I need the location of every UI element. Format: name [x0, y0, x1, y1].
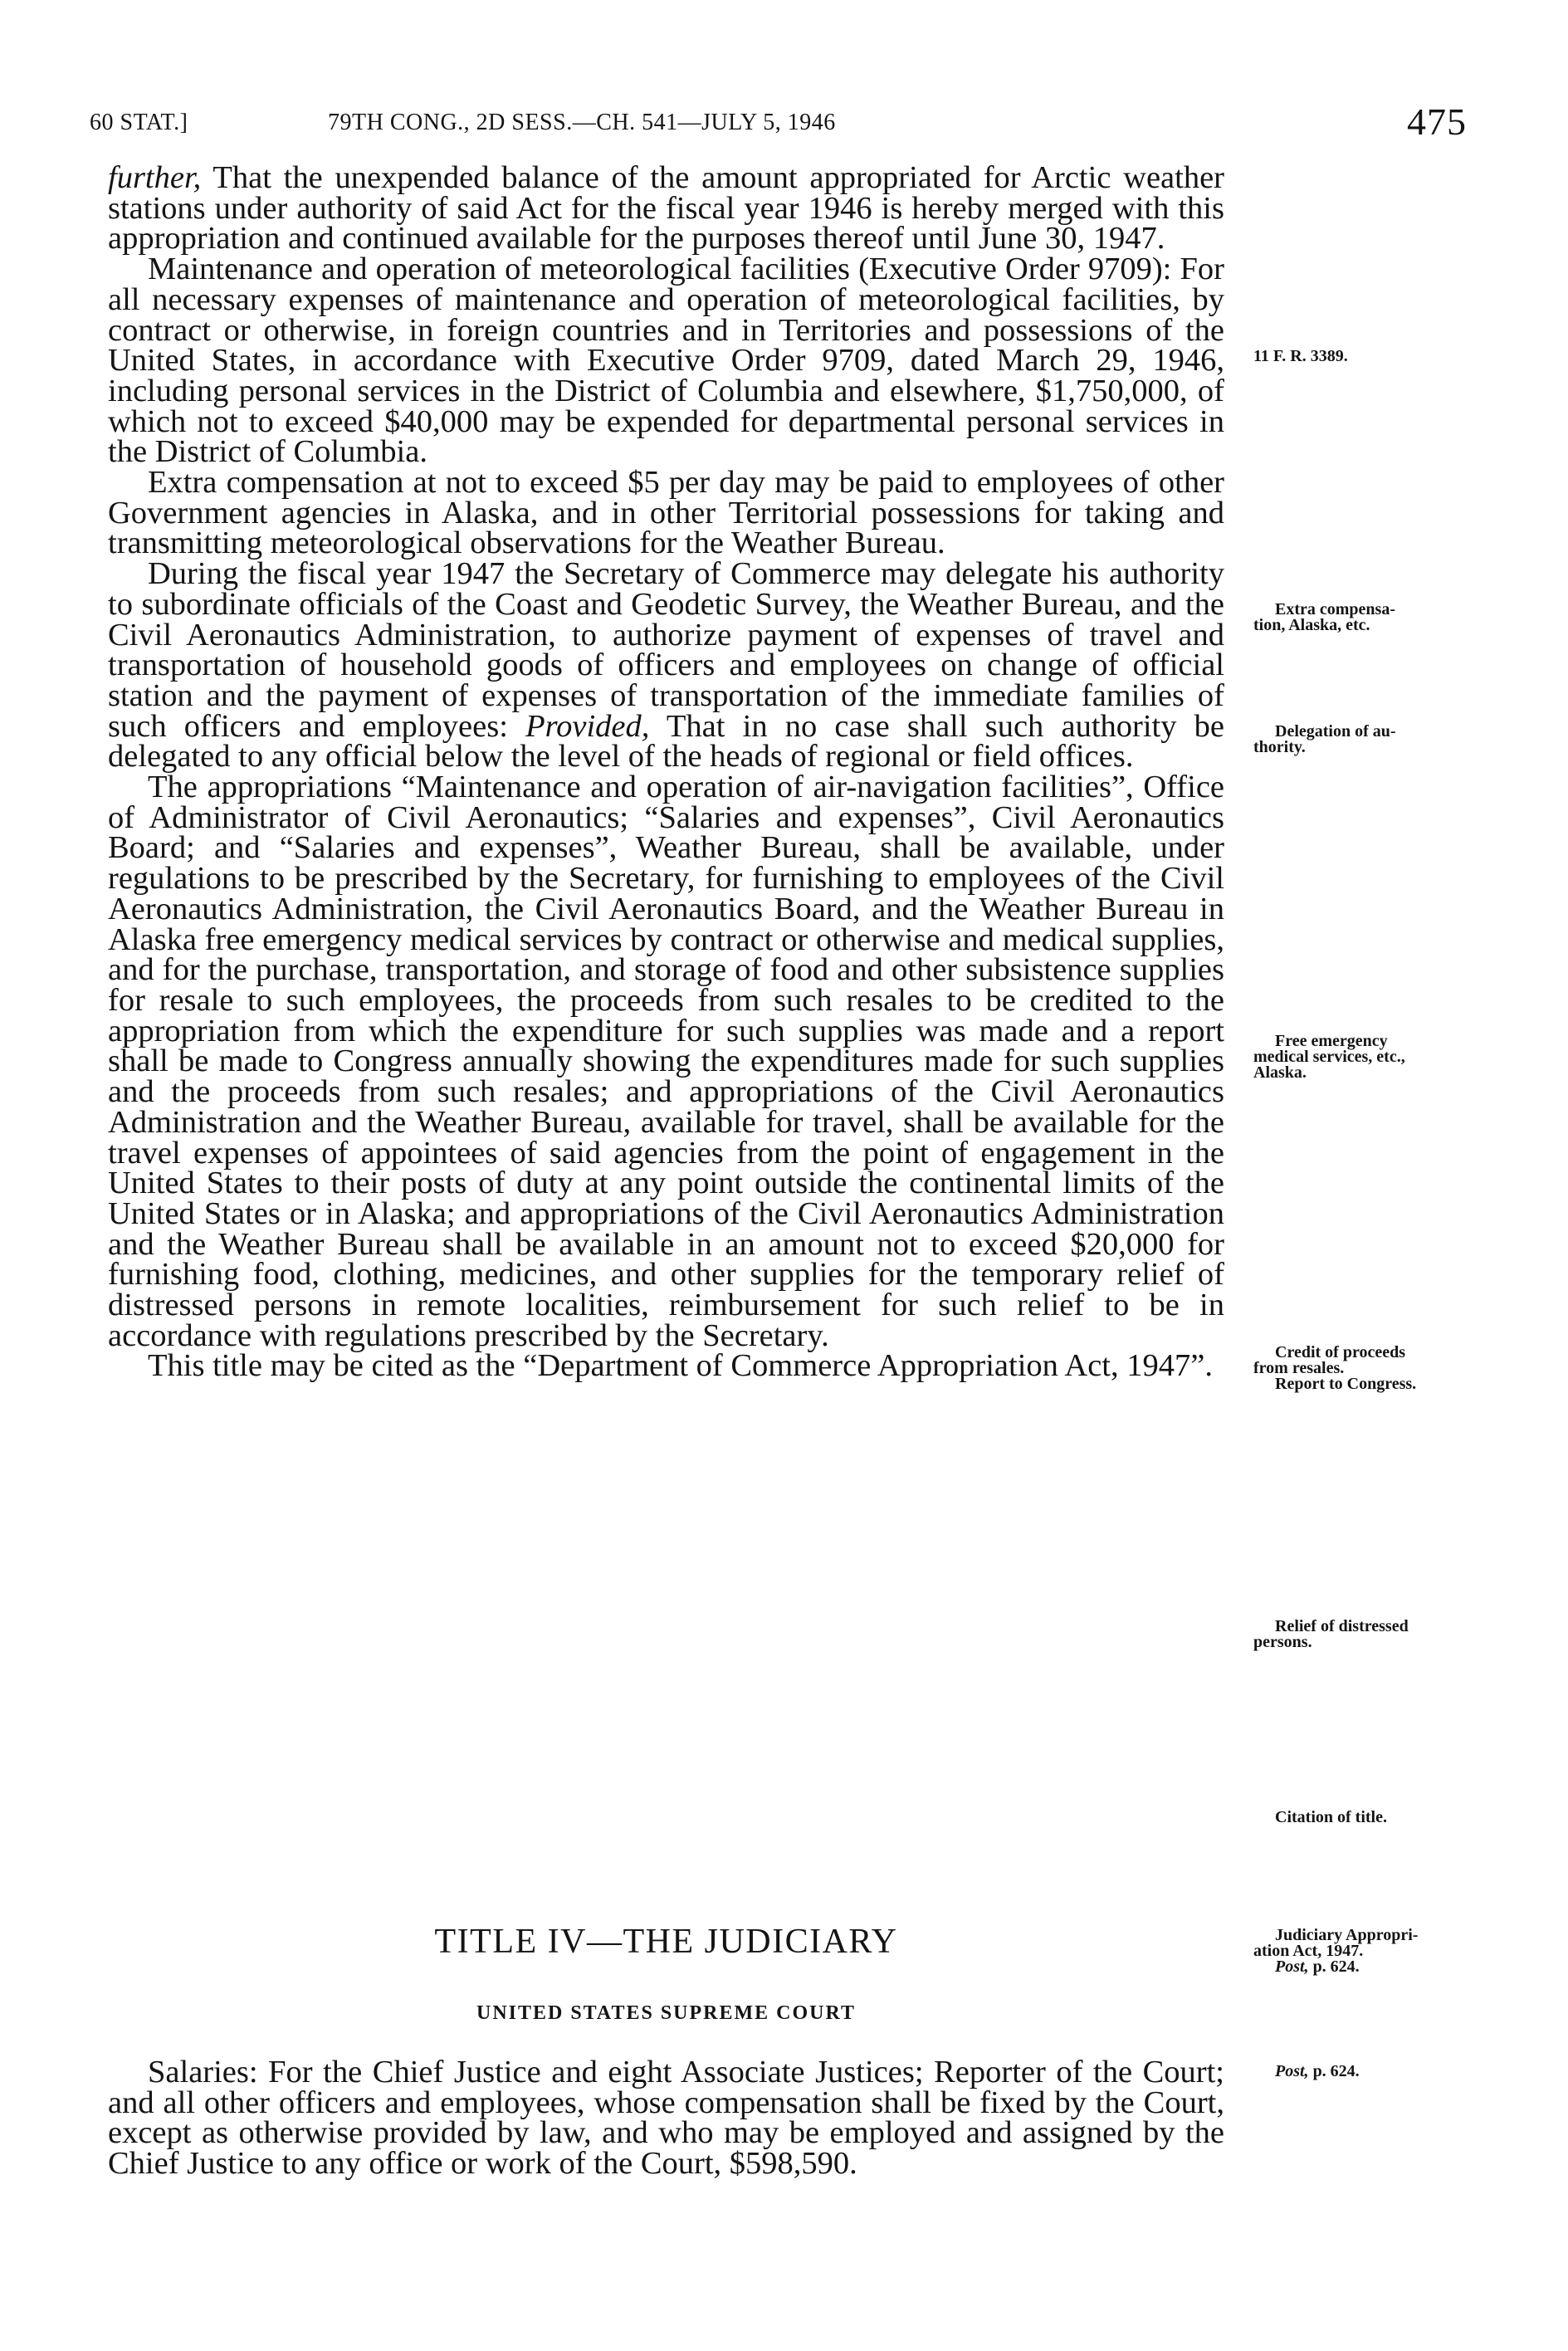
title-heading: TITLE IV—THE JUDICIARY: [434, 1923, 898, 1961]
margin-note-post-page: p. 624.: [1308, 1958, 1360, 1976]
margin-note-post-page: p. 624.: [1308, 2062, 1360, 2080]
paragraph-supreme-court-salaries: Salaries: For the Chief Justice and eight Associate Justices; Reporter of the Court; and all other officers and employees, whose compensation shall be fixed by the Court, except as otherwise provided by law, and who may be employed and assigned by the Chief Justice to any office or work of the Court, $598,590.: [108, 2055, 1224, 2182]
margin-note-line: Alaska.: [1253, 1063, 1307, 1082]
margin-note-relief: [1253, 1619, 1536, 1650]
margin-note-line: ation Act, 1947.: [1253, 1942, 1364, 1960]
margin-note-federal-register: 11 F. R. 3389.: [1253, 347, 1348, 365]
margin-note-line: Credit of proceeds: [1275, 1343, 1406, 1361]
section-subheading: UNITED STATES SUPREME COURT: [476, 2002, 856, 2024]
judiciary-text-column: [108, 2055, 1224, 2182]
margin-note-line: Delegation of au-: [1275, 722, 1396, 740]
margin-note-post-emphasis: Post,: [1275, 1958, 1309, 1976]
margin-note-free-emergency: [1253, 1034, 1536, 1081]
emphasis-provided: Provided,: [525, 708, 650, 744]
margin-note-extra-compensation: [1253, 602, 1536, 633]
page-number: 475: [1407, 100, 1467, 143]
margin-note-line: [1253, 1959, 1536, 1975]
margin-note-line: Judiciary Appropri-: [1275, 1926, 1419, 1944]
paragraph-text: During the fiscal year 1947 the Secretary of Commerce may delegate his authority to subordinate officials of the Coast and Geodetic Survey, the Weather Bureau, and the Civil Aeronautics Administration, to authorize payment of expenses of travel and transportation of household goods of officers and employees on change of official station and the payment of expenses of transportation of the immediate families of such officers and employees:: [108, 556, 1224, 744]
margin-note-line: persons.: [1253, 1633, 1312, 1651]
paragraph-citation-of-title: This title may be cited as the “Department of Commerce Appropriation Act, 1947”.: [148, 1348, 1213, 1384]
margin-note-line: from resales.: [1253, 1359, 1345, 1377]
paragraph-extra-compensation: Extra compensation at not to exceed $5 per day may be paid to employees of other Government agencies in Alaska, and in other Territorial possessions for taking and transmitting meteorological observations for the Weather Bureau.: [108, 465, 1224, 561]
paragraph-delegation: [108, 556, 1224, 775]
paragraph-free-emergency-services: The appropriations “Maintenance and operation of air-navigation facilities”, Office of Administrator of Civil Aeronautics; “Salaries and expenses”, Civil Aeronautics Board; and “Salaries and expenses”, Weather Bureau, shall be available, under regulations to be prescribed by the Secretary, for furnishing to employees of the Civil Aeronautics Administration, the Civil Aeronautics Board, and the Weather Bureau in Alaska free emergency medical services by contract or otherwise and medical supplies, and for the purchase, transportation, and storage of food and other subsistence supplies for resale to such employees, the proceeds from such resales to be credited to the appropriation from which the expenditure for such supplies was made and a report shall be made to Congress annually showing the expenditures made for such supplies and the proceeds from such resales; and appropriations of the Civil Aeronautics Administration and the Weather Bureau, available for travel, shall be available for the travel expenses of appointees of said agencies from the point of engagement in the United States to their posts of duty at any point outside the continental limits of the United States or in Alaska; and appropriations of the Civil Aeronautics Administration and the Weather Bureau shall be available in an amount not to exceed $20,000 for furnishing food, clothing, medicines, and other supplies for the temporary relief of distressed persons in remote localities, reimbursement for such relief to be in accordance with regulations prescribed by the Secretary.: [108, 770, 1224, 1353]
margin-note-line: medical services, etc.,: [1253, 1048, 1405, 1066]
margin-note-line: Report to Congress.: [1275, 1375, 1417, 1393]
margin-note-line: Citation of title.: [1275, 1808, 1387, 1826]
margin-note-line: [1253, 2064, 1536, 2080]
paragraph-arctic-balance: [108, 160, 1224, 257]
margin-note-citation: [1253, 1810, 1536, 1826]
margin-note-line: Free emergency: [1275, 1032, 1388, 1050]
paragraph-text: That the unexpended balance of the amount appropriated for Arctic weather stations under authority of said Act for the fiscal year 1946 is hereby merged with this appropriation and continued available for the purposes thereof until June 30, 1947.: [108, 160, 1224, 257]
paragraph-meteorological-facilities: Maintenance and operation of meteorological facilities (Executive Order 9709): For all necessary expenses of maintenance and operation of meteorological facilities, by contract or otherwise, in foreign countries and in Territories and possessions of the United States, in accordance with Executive Order 9709, dated March 29, 1946, including personal services in the District of Columbia and elsewhere, $1,750,000, of which not to exceed $40,000 may be expended for departmental personal services in the District of Columbia.: [108, 252, 1224, 470]
volume-reference: 60 STAT.]: [90, 110, 188, 135]
margin-note-post-emphasis: Post,: [1275, 2062, 1309, 2080]
session-chapter-date: 79TH CONG., 2D SESS.—CH. 541—JULY 5, 1946: [328, 110, 836, 135]
margin-note-post-reference: [1253, 2064, 1536, 2080]
margin-note-judiciary-act: [1253, 1928, 1536, 1975]
margin-note-line: tion, Alaska, etc.: [1253, 616, 1370, 634]
margin-note-delegation: [1253, 724, 1536, 755]
margin-note-credit-of-proceeds: [1253, 1345, 1536, 1392]
emphasis-further: further,: [108, 160, 202, 195]
paragraph-text: That in no case shall such authority be delegated to any official below the level of the heads of regional or field offices.: [108, 708, 1224, 775]
main-text-column: [108, 160, 1224, 1384]
margin-note-line: Extra compensa-: [1275, 600, 1395, 618]
margin-note-line: thority.: [1253, 738, 1306, 756]
margin-note-line: Relief of distressed: [1275, 1617, 1409, 1635]
